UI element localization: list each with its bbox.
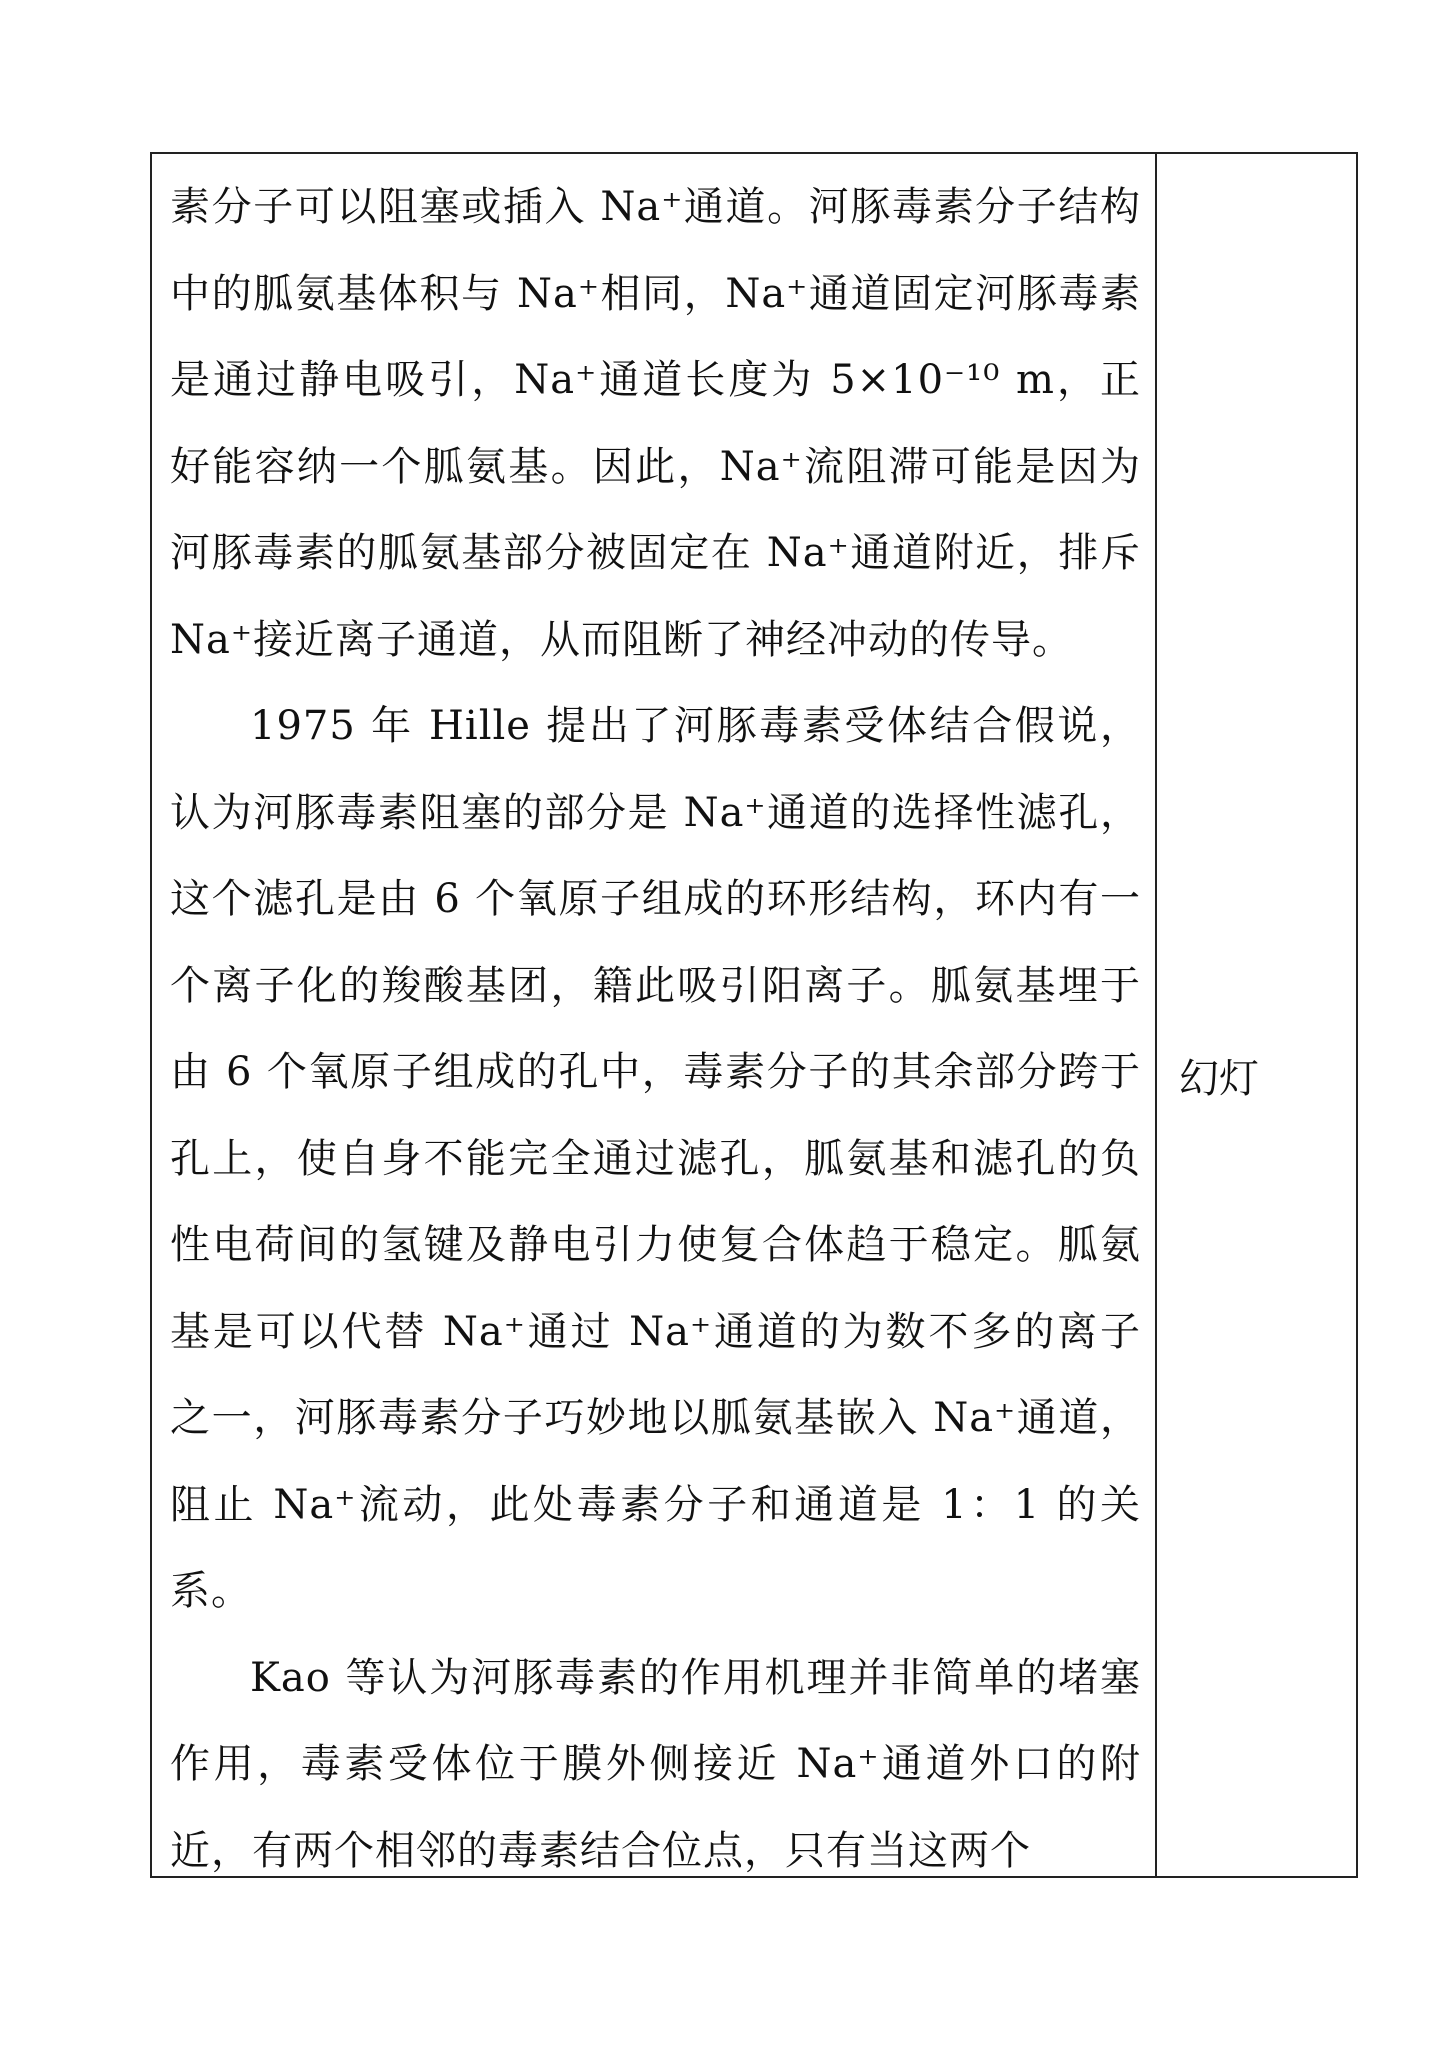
paragraph-3: Kao 等认为河豚毒素的作用机理并非简单的堵塞作用，毒素受体位于膜外侧接近 Na⁺通道外口的附近，有两个相邻的毒素结合位点，只有当这两个 (170, 1654, 1141, 1874)
side-note-slide: 幻灯 (1179, 1056, 1259, 1102)
main-text-column (152, 154, 1157, 1876)
content-table (150, 152, 1358, 1878)
paragraph-1: 素分子可以阻塞或插入 Na⁺通道。河豚毒素分子结构中的胍氨基体积与 Na⁺相同，Na⁺通道固定河豚毒素是通过静电吸引，Na⁺通道长度为 5×10⁻¹⁰ m，正好能容纳一个胍氨基。因此，Na⁺流阻滞可能是因为河豚毒素的胍氨基部分被固定在 Na⁺通道附近，排斥 Na⁺接近离子通道，从而阻断了神经冲动的传导。 (170, 184, 1141, 663)
paragraph-2: 1975 年 Hille 提出了河豚毒素受体结合假说，认为河豚毒素阻塞的部分是 Na⁺通道的选择性滤孔，这个滤孔是由 6 个氧原子组成的环形结构，环内有一个离子化的羧酸基团，籍此吸引阳离子。胍氨基埋于由 6 个氧原子组成的孔中，毒素分子的其余部分跨于孔上，使自身不能完全通过滤孔，胍氨基和滤孔的负性电荷间的氢键及静电引力使复合体趋于稳定。胍氨基是可以代替 Na⁺通过 Na⁺通道的为数不多的离子之一，河豚毒素分子巧妙地以胍氨基嵌入 Na⁺通道，阻止 Na⁺流动，此处毒素分子和通道是 1：1 的关系。 (170, 703, 1141, 1614)
side-column (1157, 154, 1356, 1876)
